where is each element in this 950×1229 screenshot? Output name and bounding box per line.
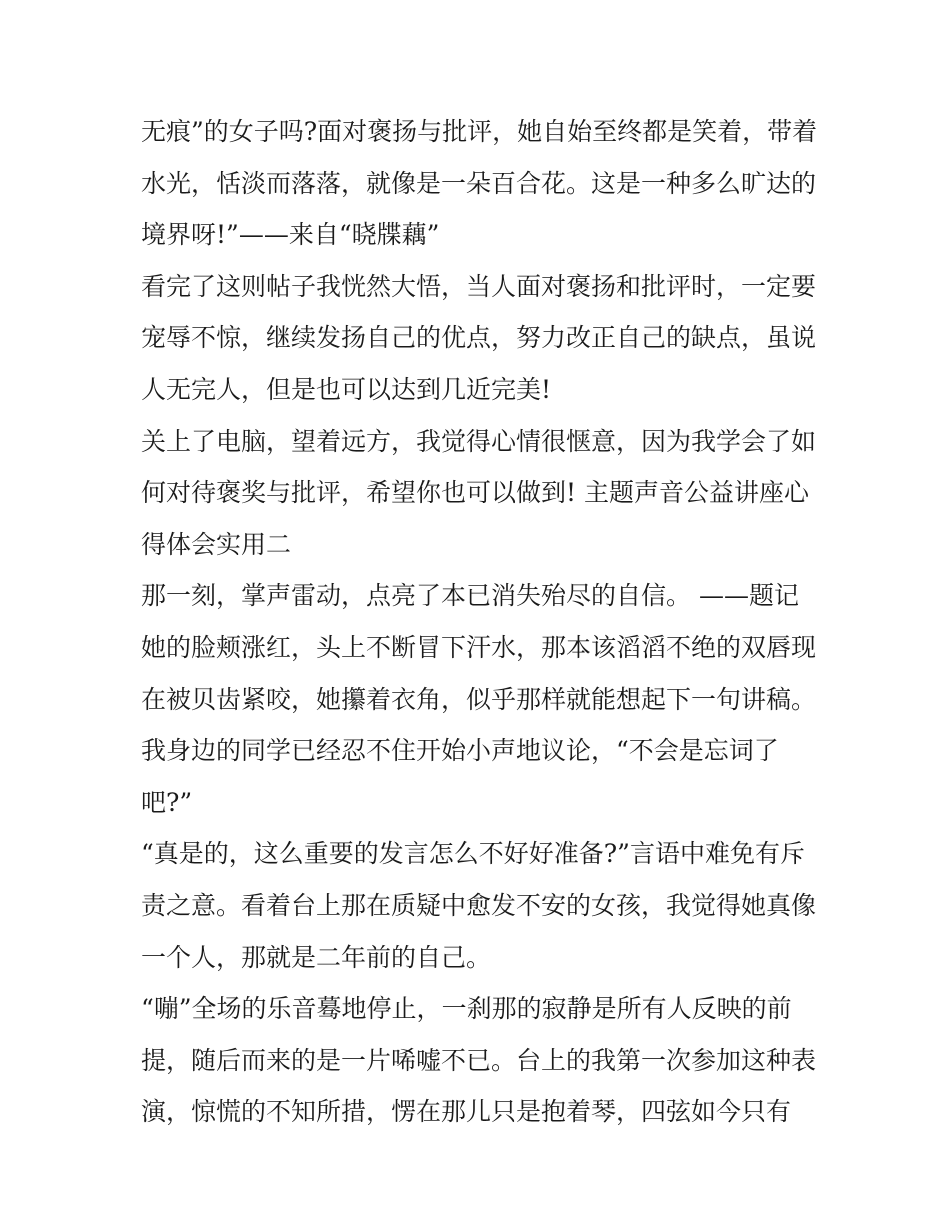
text-line: 责之意。看着台上那在质疑中愈发不安的女孩，我觉得她真像 (141, 890, 817, 920)
text-line: 得体会实用二 (141, 529, 292, 559)
text-line: 境界呀!”——来自“晓牒藕” (141, 220, 440, 250)
text-line: 人无完人，但是也可以达到几近完美! (141, 374, 552, 404)
text-line: 演，惊慌的不知所措，愣在那儿只是抱着琴，四弦如今只有 (141, 1097, 792, 1127)
text-line: “嘣”全场的乐音蓦地停止，一刹那的寂静是所有人反映的前 (141, 994, 792, 1024)
text-line: “真是的，这么重要的发言怎么不好好准备?”言语中难免有斥 (141, 839, 805, 869)
text-line: 水光，恬淡而落落，就像是一朵百合花。这是一种多么旷达的 (141, 168, 817, 198)
text-line: 何对待褒奖与批评，希望你也可以做到! 主题声音公益讲座心 (141, 478, 809, 508)
text-line: 看完了这则帖子我恍然大悟，当人面对褒扬和批评时，一定要 (141, 271, 817, 301)
text-line: 一个人，那就是二年前的自己。 (141, 942, 492, 972)
text-line: 她的脸颊涨红，头上不断冒下汗水，那本该滔滔不绝的双唇现 (141, 632, 817, 662)
text-line: 吧?” (141, 787, 193, 817)
document-body (141, 106, 821, 1138)
text-line: 我身边的同学已经忍不住开始小声地议论，“不会是忘词了 (141, 736, 779, 766)
text-line: 提，随后而来的是一片唏嘘不已。台上的我第一次参加这种表 (141, 1045, 817, 1075)
text-line: 那一刻，掌声雷动，点亮了本已消失殆尽的自信。 ——题记 (141, 581, 799, 611)
text-line: 在被贝齿紧咬，她攥着衣角，似乎那样就能想起下一句讲稿。 (141, 684, 817, 714)
text-line: 宠辱不惊，继续发扬自己的优点，努力改正自己的缺点，虽说 (141, 323, 817, 353)
text-line: 关上了电脑，望着远方，我觉得心情很惬意，因为我学会了如 (141, 426, 817, 456)
text-line: 无痕”的女子吗?面对褒扬与批评，她自始至终都是笑着，带着 (141, 117, 818, 146)
